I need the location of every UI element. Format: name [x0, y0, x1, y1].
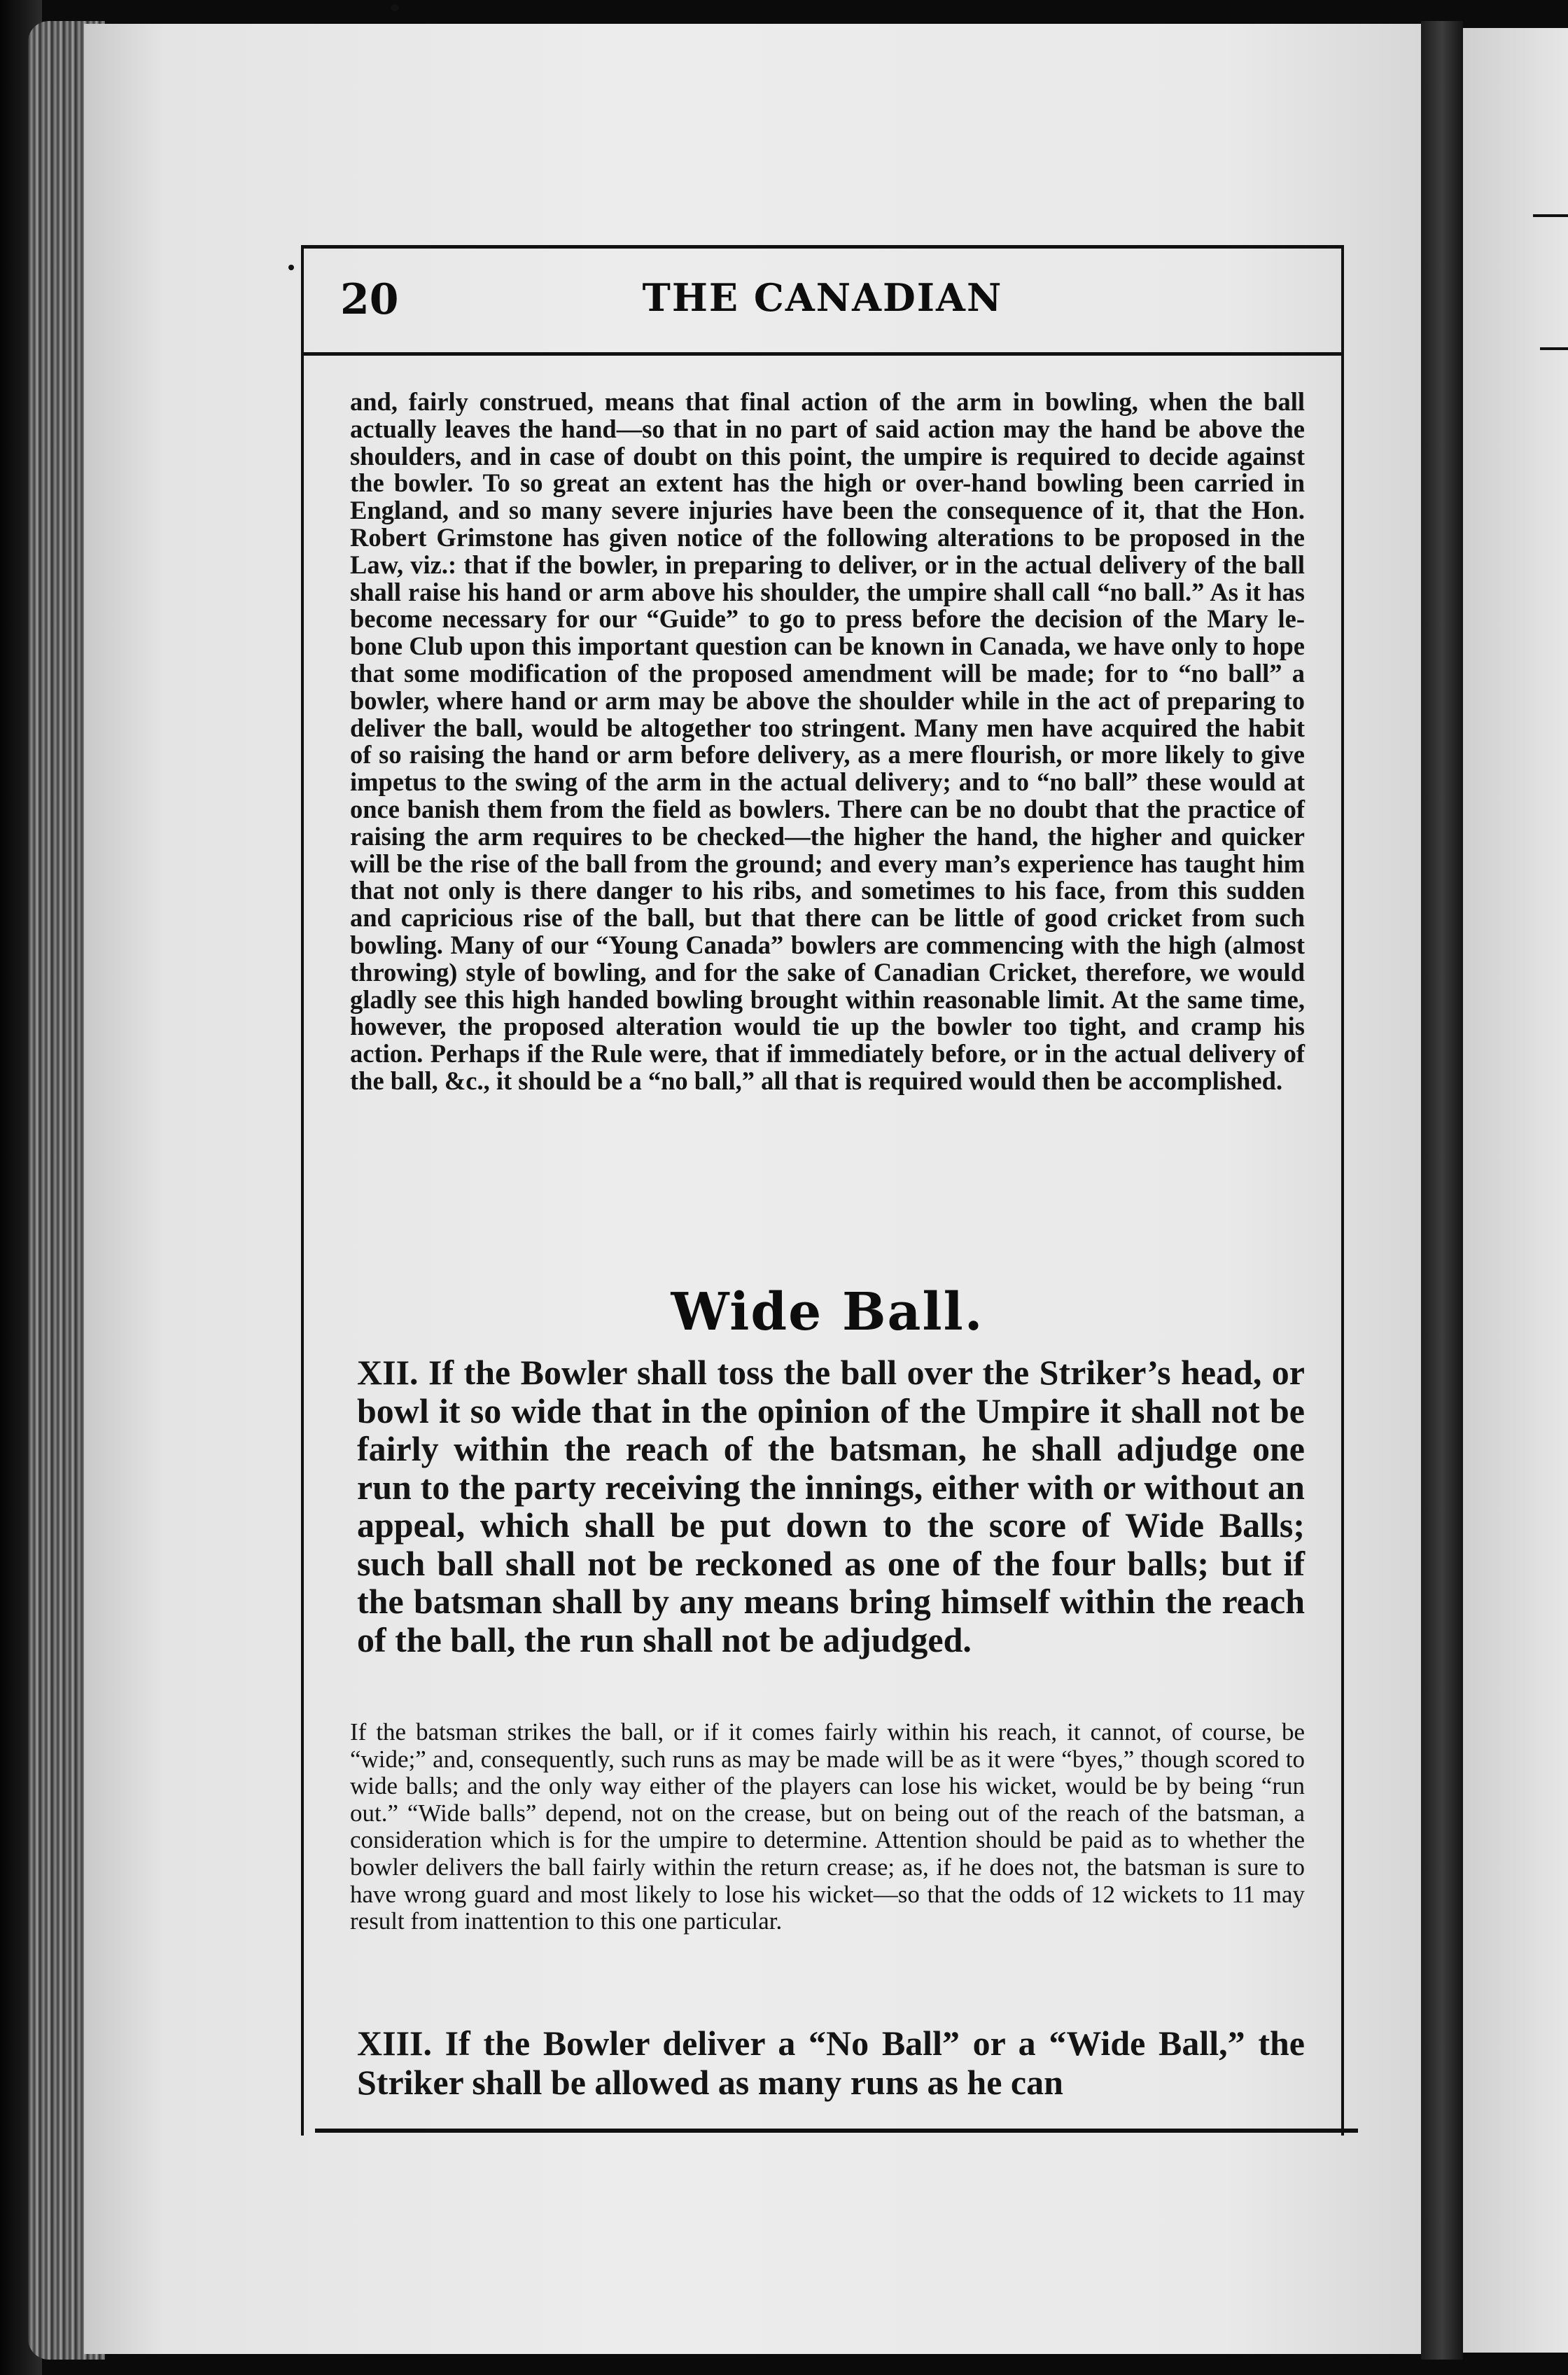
- page-body: [350, 249, 1305, 2139]
- page-number: 20: [340, 275, 399, 324]
- page-frame-bottom-rule: [315, 2129, 1358, 2133]
- facing-page-edge: [1463, 28, 1568, 2353]
- commentary-paragraph: and, fairly construed, means that final action of the arm in bowling, when the ball actually leaves the hand—so that in no part of said action may the hand be above the shoulders, and in case of doubt on this point, the umpire is required to decide against the bowler. To so great an extent has the high or over-hand bowling been carried in England, and so many severe injuries have been the consequence of it, that the Hon. Robert Grimstone has given notice of the following alterations to be proposed in the Law, viz.: that if the bowler, in preparing to deliver, or in the actual delivery of the ball shall raise his hand or arm above his shoulder, the umpire shall call “no ball.” As it has become necessary for our “Guide” to go to press before the decision of the Mary le-bone Club upon this important question can be known in Canada, we have only to hope that some modification of the proposed amendment will be made; for to “no ball” a bowler, where hand or arm may be above the shoulder while in the act of preparing to deliver the ball, would be altogether too stringent. Many men have acquired the habit of so raising the hand or arm before delivery, as a mere flourish, or more likely to give impetus to the swing of the arm in the actual delivery; and to “no ball” these would at once banish them from the field as bowlers. There can be no doubt that the practice of raising the arm requires to be checked—the higher the hand, the higher and quicker will be the rise of the ball from the ground; and every man’s experience has taught him that not only is there danger to his ribs, and sometimes to his face, from this sudden and capricious rise of the ball, but that there can be little of good cricket from such bowling. Many of our “Young Canada” bowlers are commencing with the high (almost throwing) style of bowling, and for the sake of Canadian Cricket, therefore, we would gladly see this high handed bowling brought within reasonable limit. At the same time, however, the proposed alteration would tie up the bowler too tight, and cramp his action. Perhaps if the Rule were, that if immediately before, or in the actual delivery of the ball, &c., it should be a “no ball,” all that is required would then be accomplished.: [350, 387, 1305, 1095]
- book-gutter: [1421, 21, 1463, 2360]
- ink-speck: [391, 4, 399, 11]
- page-frame: [301, 245, 1344, 2136]
- facing-page-rule-top: [1533, 214, 1568, 217]
- section-heading-wide-ball: Wide Ball.: [671, 1282, 984, 1342]
- law-13-paragraph: XIII. If the Bowler deliver a “No Ball” or a “Wide Ball,” the Striker shall be allowed as many runs as he can: [357, 2024, 1305, 2102]
- ink-speck: [288, 265, 294, 270]
- facing-page-rule-mid: [1540, 347, 1568, 350]
- running-head: THE CANADIAN: [642, 275, 1003, 320]
- law-12-commentary: If the batsman strikes the ball, or if it comes fairly within his reach, it cannot, of course, be “wide;” and, consequently, such runs as may be made will be as it were “byes,” though scored to wide balls; and the only way either of the players can lose his wicket, would be by being “run out.” “Wide balls” depend, not on the crease, but on being out of the reach of the batsman, a consideration which is for the umpire to determine. Attention should be paid as to whether the bowler delivers the ball fairly within the return crease; as, if he does not, the batsman is sure to have wrong guard and most likely to lose his wicket—so that the odds of 12 wickets to 11 may result from inattention to this one particular.: [350, 1718, 1305, 1935]
- law-12-paragraph: XII. If the Bowler shall toss the ball over the Striker’s head, or bowl it so wide that in the opinion of the Umpire it shall not be fairly within the reach of the batsman, he shall adjudge one run to the party receiving the innings, either with or without an appeal, which shall be put down to the score of Wide Balls; such ball shall not be reckoned as one of the four balls; but if the batsman shall by any means bring himself within the reach of the ball, the run shall not be adjudged.: [357, 1353, 1305, 1659]
